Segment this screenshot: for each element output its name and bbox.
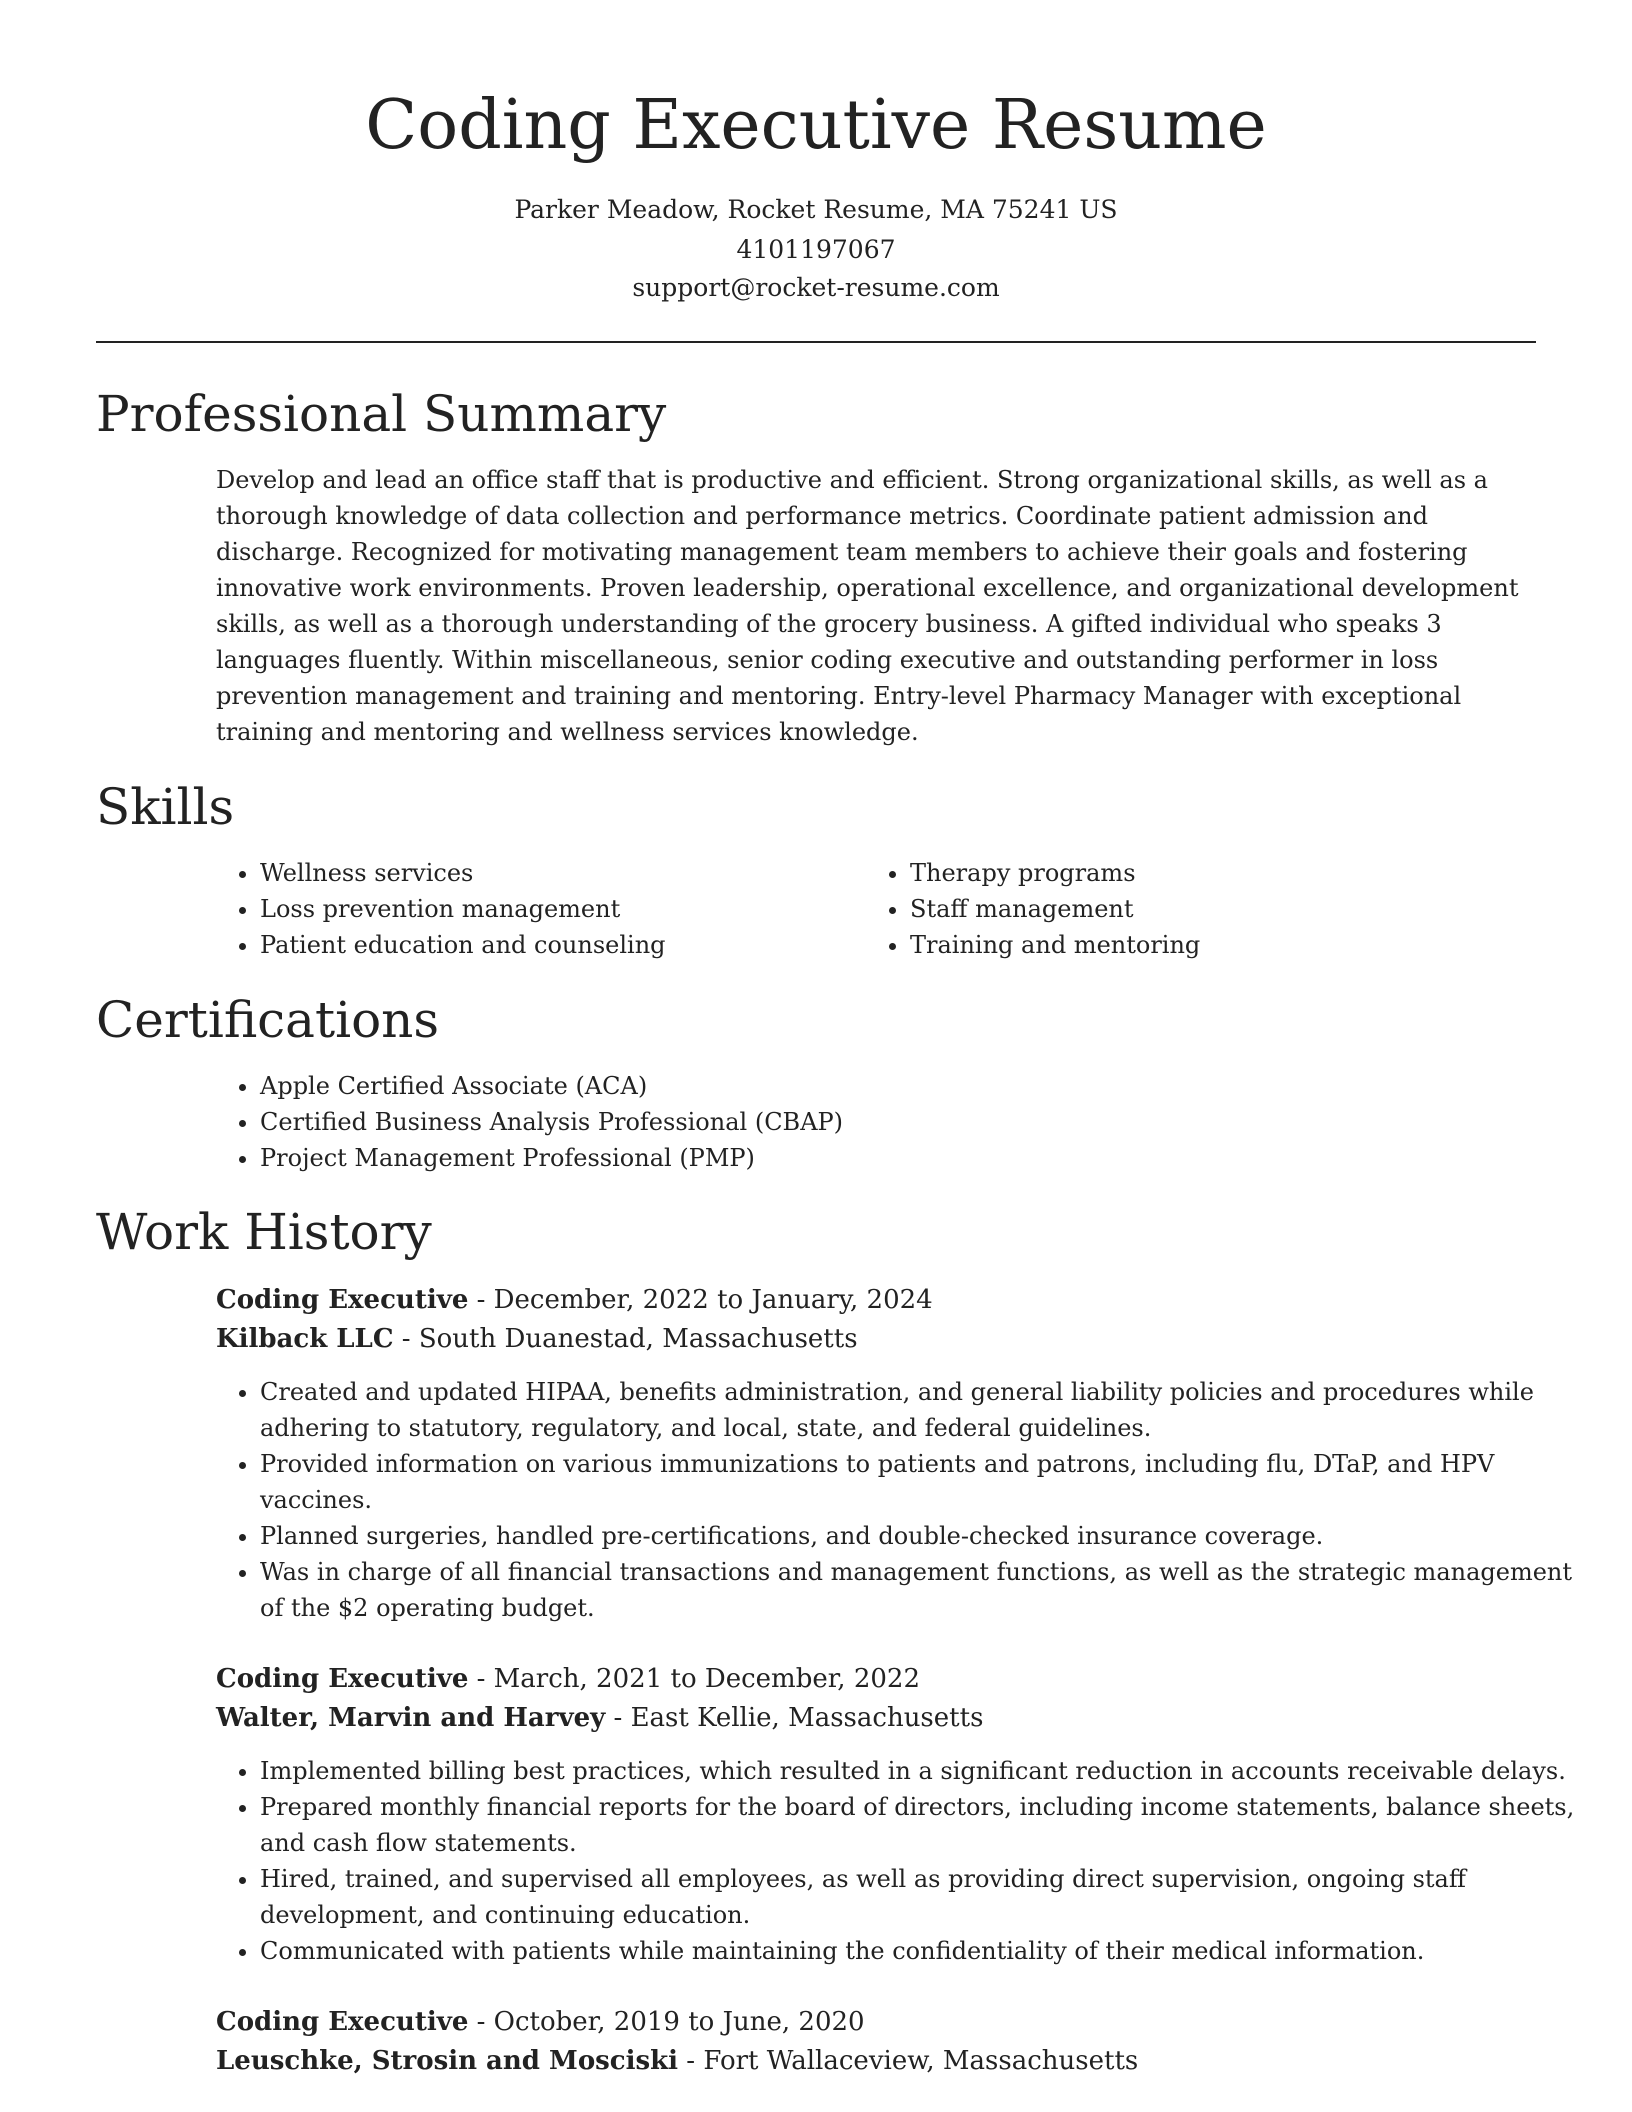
job-company: Leuschke, Strosin and Mosciski <box>216 2046 679 2076</box>
skill-item: • Loss prevention management <box>260 891 860 927</box>
job-company-line <box>216 1699 983 1737</box>
contact-address: Parker Meadow, Rocket Resume, MA 75241 US <box>514 195 1118 224</box>
job-bullet: • Created and updated HIPAA, benefits administration, and general liability policies and procedures while adhering to statutory, regulatory, and local, state, and federal guidelines. <box>260 1374 1585 1446</box>
job-bullet: • Was in charge of all financial transactions and management functions, as well as the strategic management of the $2 operating budget. <box>260 1554 1585 1626</box>
job-dates: - December, 2022 to January, 2024 <box>468 1285 933 1315</box>
job-dates: - October, 2019 to June, 2020 <box>468 2007 865 2037</box>
job-bullet: • Planned surgeries, handled pre-certifications, and double-checked insurance coverage. <box>260 1518 1585 1554</box>
job-title: Coding Executive <box>216 1664 469 1694</box>
skill-item: • Staff management <box>910 891 1510 927</box>
skill-item: • Therapy programs <box>910 855 1510 891</box>
skill-item: • Patient education and counseling <box>260 927 860 963</box>
certifications-list <box>216 1068 1585 1176</box>
job-location: - South Duanestad, Massachusetts <box>393 1324 858 1354</box>
job-title-line <box>216 1660 920 1698</box>
skill-item: • Training and mentoring <box>910 927 1510 963</box>
work-history-heading: Work History <box>96 1203 432 1261</box>
job-title: Coding Executive <box>216 1285 469 1315</box>
summary-heading: Professional Summary <box>96 385 667 443</box>
job-title-line <box>216 2003 865 2041</box>
certification-item: • Certified Business Analysis Professional (CBAP) <box>260 1104 1585 1140</box>
skills-heading: Skills <box>96 778 235 836</box>
job-company-line <box>216 1320 858 1358</box>
resume-title: Coding Executive Resume <box>365 86 1267 165</box>
header-divider <box>96 341 1536 343</box>
job-bullets <box>216 1753 1585 1969</box>
job-bullet: • Communicated with patients while maintaining the confidentiality of their medical information. <box>260 1933 1585 1969</box>
skills-list-left <box>216 855 860 963</box>
job-bullet: • Implemented billing best practices, which resulted in a significant reduction in accounts receivable delays. <box>260 1753 1585 1789</box>
job-bullet: • Hired, trained, and supervised all employees, as well as providing direct supervision, ongoing staff development, and continuing education. <box>260 1861 1585 1933</box>
job-title: Coding Executive <box>216 2007 469 2037</box>
job-dates: - March, 2021 to December, 2022 <box>468 1664 920 1694</box>
summary-text: Develop and lead an office staff that is productive and efficient. Strong organizational skills, as well as a thorough knowledge of data collection and performance metrics. Coordinate patient admission and discharge. Recognized for motivating management team members to achieve their goals and fostering innovative work environments. Proven leadership, operational excellence, and organizational development skills, as well as a thorough understanding of the grocery business. A gifted individual who speaks 3 languages fluently. Within miscellaneous, senior coding executive and outstanding performer in loss prevention management and training and mentoring. Entry-level Pharmacy Manager with exceptional training and mentoring and wellness services knowledge. <box>216 466 1519 746</box>
job-bullets <box>216 1374 1585 1626</box>
certification-item: • Project Management Professional (PMP) <box>260 1140 1585 1176</box>
contact-email: support@rocket-resume.com <box>632 273 1000 302</box>
certification-item: • Apple Certified Associate (ACA) <box>260 1068 1585 1104</box>
certifications-heading: Certifications <box>96 991 440 1049</box>
job-company: Walter, Marvin and Harvey <box>216 1703 606 1733</box>
job-bullet: • Prepared monthly financial reports for the board of directors, including income statements, balance sheets, and cash flow statements. <box>260 1789 1585 1861</box>
job-location: - Fort Wallaceview, Massachusetts <box>678 2046 1139 2076</box>
job-title-line <box>216 1281 933 1319</box>
job-location: - East Kellie, Massachusetts <box>605 1703 984 1733</box>
skill-item: • Wellness services <box>260 855 860 891</box>
job-company-line <box>216 2042 1138 2080</box>
job-company: Kilback LLC <box>216 1324 394 1354</box>
contact-phone: 4101197067 <box>736 235 896 264</box>
skills-list-right <box>866 855 1510 963</box>
job-bullet: • Provided information on various immunizations to patients and patrons, including flu, DTaP, and HPV vaccines. <box>260 1446 1585 1518</box>
